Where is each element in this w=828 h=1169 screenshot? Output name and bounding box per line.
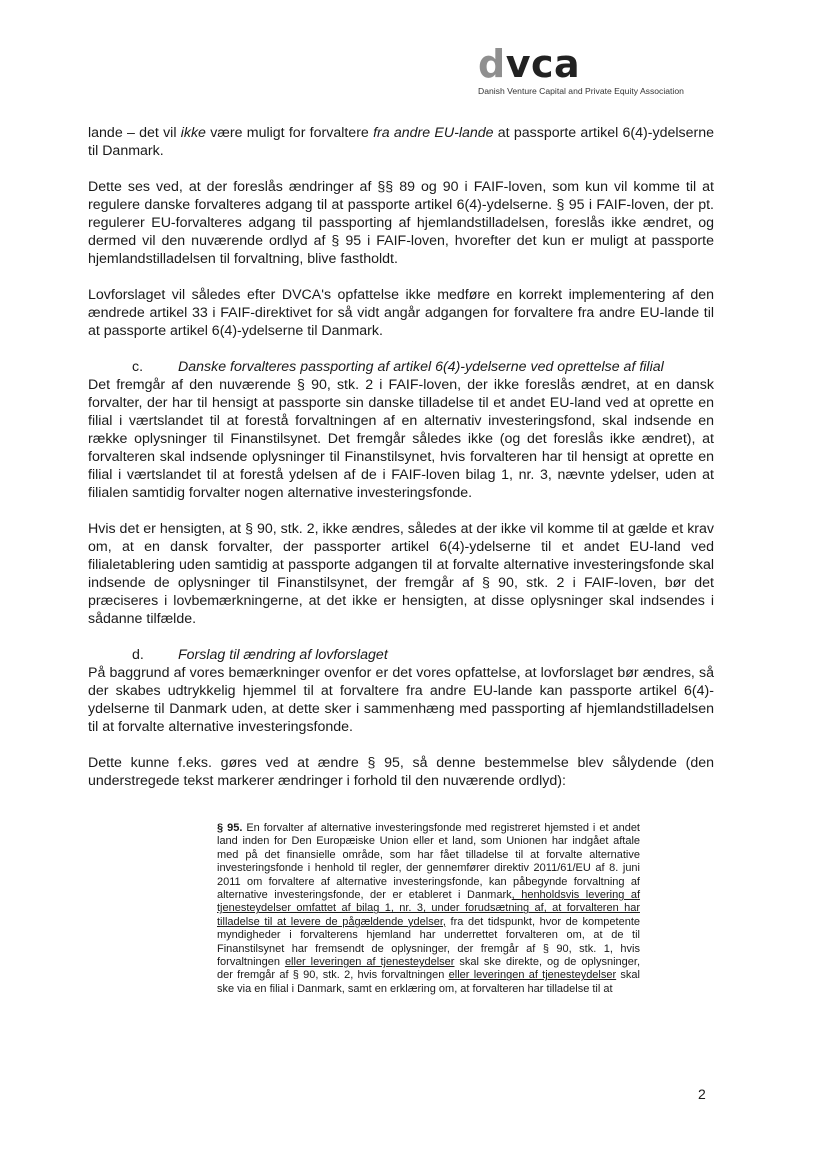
underlined-amendment: eller leveringen af tjenesteydelser [448,969,617,982]
page-number: 2 [698,1086,706,1102]
logo-subtitle: Danish Venture Capital and Private Equity Association [478,86,684,96]
text-run: skal ske via en filial i Danmark, samt en erklæring om, at forvalteren har tilladelse til at [217,969,640,995]
paragraph-1 [88,124,714,160]
underlined-amendment: , henholdsvis levering af tjenesteydelser omfattet af bilag 1, nr. 3, under forudsætning af, at forvalteren har tilladelse til at levere de pågældende ydelser, [217,889,641,928]
paragraph-5: Hvis det er hensigten, at § 90, stk. 2, ikke ændres, således at der ikke vil komme til at gælde et krav om, at en dansk forvalter, der passporter artikel 6(4)-ydelserne til et andet EU-land ved filialetablering uden samtidig at passporte adgangen til at forvalte alternative investeringsfonde skal indsende de oplysninger til Finanstilsynet, der fremgår af § 90, stk. 2 i FAIF-loven, bør det præciseres i lovbemærkningerne, at det ikke er hensigten, at disse oplysninger skal indsendes i sådanne tilfælde. [88,521,714,627]
heading-title: Danske forvalteres passporting af artikel 6(4)-ydelserne ved oprettelse af filial [178,359,664,375]
text-run: være muligt for forvaltere [205,125,374,141]
heading-number: c. [132,359,144,375]
dvca-logo [478,44,738,96]
section-heading-d [88,646,714,664]
text-run: En forvalter af alternative investeringsfonde med registreret hjemsted i et andet land inden for Den Europæiske Union eller et land, som Unionen har indgået aftale med på det finansielle område, som har fået tilladelse til at forvalte alternative investeringsfonde i henhold til regler, der gennemfører direktiv 2011/61/EU af 8. juni 2011 om forvaltere af alternative investeringsfonde, kan påbegynde forvaltning af alternative investeringsfonde, der er etableret i Danmark [217,822,640,902]
paragraph-4: Det fremgår af den nuværende § 90, stk. 2 i FAIF-loven, der ikke foreslås ændret, at en dansk forvalter, der har til hensigt at passporte sin danske tilladelse til et andet EU-land ved at oprette en filial i værtslandet til at forestå forvaltningen af en alternativ investeringsfond, skal indsende en række oplysninger til Finanstilsynet. Det fremgår således ikke (og det foreslås ikke ændret), at forvalteren skal indsende oplysninger til Finanstilsynet, hvis forvalteren har til hensigt at oprette en filial i værtslandet til at forestå ydelsen af de i FAIF-loven bilag 1, nr. 3, nævnte ydelser, uden at filialen samtidig forvalter nogen alternative investeringsfonde. [88,377,714,501]
paragraph-2: Dette ses ved, at der foreslås ændringer af §§ 89 og 90 i FAIF-loven, som kun vil komme til at regulere danske forvalteres adgang til at passporte artikel 6(4)-ydelserne. § 95 i FAIF-loven, der pt. regulerer EU-forvalteres adgang til passporting af hjemlandstilladelsen, foreslås ikke ændret, og dermed vil den nuværende ordlyd af § 95 i FAIF-loven, hvorefter det kun er muligt at passporte hjemlandstilladelsen til forvaltning, blive fastholdt. [88,179,714,267]
italic-text: fra andre EU-lande [373,125,494,141]
heading-title: Forslag til ændring af lovforslaget [178,647,388,663]
text-run: fra det tidspunkt, hvor de kompetente myndigheder i forvalterens hjemland har underrettet forvalteren om, at de til Finanstilsynet har fremsendt de oplysninger, der fremgår af § 90, stk. 1, hvis forvaltningen [217,915,640,969]
paragraph-6: På baggrund af vores bemærkninger ovenfor er det vores opfattelse, at lovforslaget bør ændres, så der skabes udtrykkelig hjemmel til at forvaltere fra andre EU-lande kan passporte artikel 6(4)-ydelserne til Danmark uden, at dette sker i sammenhæng med passporting af hjemlandstilladelsen til at forvalte alternative investeringsfonde. [88,665,714,735]
paragraph-3: Lovforslaget vil således efter DVCA's opfattelse ikke medføre en korrekt implementering af den ændrede artikel 33 i FAIF-direktivet for så vidt angår adgangen for forvaltere fra andre EU-lande til at passporte artikel 6(4)-ydelserne til Danmark. [88,287,714,339]
text-run: lande – det vil [88,125,181,141]
logo-letters-vca: vca [505,42,581,86]
document-body [88,124,714,790]
logo-letter-d: d [478,42,506,86]
text-run: skal ske direkte, og de oplysninger, der fremgår af § 90, stk. 2, hvis forvaltningen [217,956,641,982]
quoted-legal-text [217,822,640,996]
paragraph-7: Dette kunne f.eks. gøres ved at ændre § 95, så denne bestemmelse blev sålydende (den understregede tekst markerer ændringer i forhold til den nuværende ordlyd): [88,755,714,789]
logo-wordmark [478,44,738,84]
italic-text: ikke [180,125,206,141]
underlined-amendment: eller leveringen af tjenesteydelser [284,956,455,969]
section-symbol: § 95. [217,822,243,834]
section-heading-c [88,358,714,376]
text-run: at passporte artikel 6(4)-ydelserne til Danmark. [88,125,714,159]
heading-number: d. [132,647,144,663]
